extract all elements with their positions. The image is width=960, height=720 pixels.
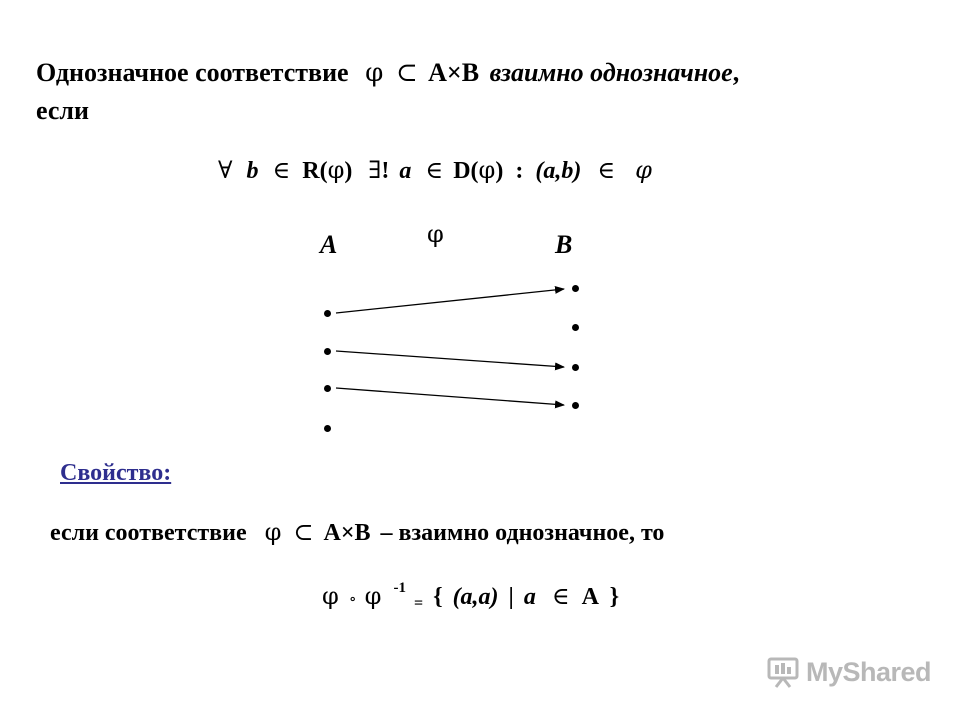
element-of-symbol: ∈ <box>272 156 291 184</box>
formula-domain-close: ) <box>495 158 504 184</box>
property-line <box>50 518 664 547</box>
formula-b: b <box>246 158 259 184</box>
formula-unique: ! <box>381 158 390 184</box>
phi-symbol: φ <box>327 156 345 184</box>
property-title: Свойство: <box>60 460 172 486</box>
property-relation: A×B <box>323 520 371 546</box>
mapping-arrow <box>336 289 564 313</box>
formula-composition <box>322 582 619 611</box>
formula2-set-name: A <box>581 584 598 610</box>
subset-symbol: ⊂ <box>293 518 314 546</box>
formula-colon: : <box>515 158 524 184</box>
header-line-2: если <box>36 96 89 125</box>
mapping-arrow <box>336 351 564 367</box>
header-relation: A×B <box>428 58 480 87</box>
header-italic-term: взаимно однозначное <box>489 58 733 87</box>
set-close-brace: } <box>609 584 620 610</box>
phi-symbol: φ <box>322 582 339 610</box>
property-prefix: если соответствие <box>50 520 247 546</box>
header-comma: , <box>732 58 740 87</box>
header-prefix: Однозначное соответствие <box>36 58 349 87</box>
set-a-label: A <box>320 230 338 259</box>
formula-a: a <box>399 158 412 184</box>
phi-symbol: φ <box>635 156 652 184</box>
set-b-label: B <box>555 230 573 259</box>
formula-pair: (a,b) <box>535 158 582 184</box>
formula2-a: a <box>523 584 536 610</box>
presentation-board-icon <box>766 656 800 688</box>
mapping-phi-label: φ <box>427 220 444 248</box>
phi-symbol: φ <box>264 518 282 546</box>
equals-sign: = <box>413 595 424 612</box>
inverse-exponent: -1 <box>393 580 406 596</box>
phi-symbol: φ <box>478 156 496 184</box>
formula-domain: D( <box>453 158 479 184</box>
mapping-arrow <box>336 388 564 405</box>
property-rest: – взаимно однозначное, то <box>380 520 665 546</box>
subset-symbol: ⊂ <box>395 58 418 88</box>
phi-symbol: φ <box>365 58 384 88</box>
pair-aa: (a,a) <box>452 584 499 610</box>
element-of-symbol: ∈ <box>551 582 570 610</box>
forall-symbol: ∀ <box>218 156 233 184</box>
exists-symbol: ∃ <box>368 156 382 184</box>
formula-range: R( <box>302 158 328 184</box>
phi-symbol: φ <box>364 582 382 610</box>
such-that-bar: | <box>508 584 514 610</box>
watermark <box>766 656 931 688</box>
element-of-symbol: ∈ <box>425 156 444 184</box>
watermark-text: MyShared <box>806 656 932 687</box>
set-open-brace: { <box>433 584 443 610</box>
formula-range-close: ) <box>344 158 353 184</box>
element-of-symbol: ∈ <box>597 156 616 184</box>
compose-symbol: ∘ <box>348 589 357 608</box>
